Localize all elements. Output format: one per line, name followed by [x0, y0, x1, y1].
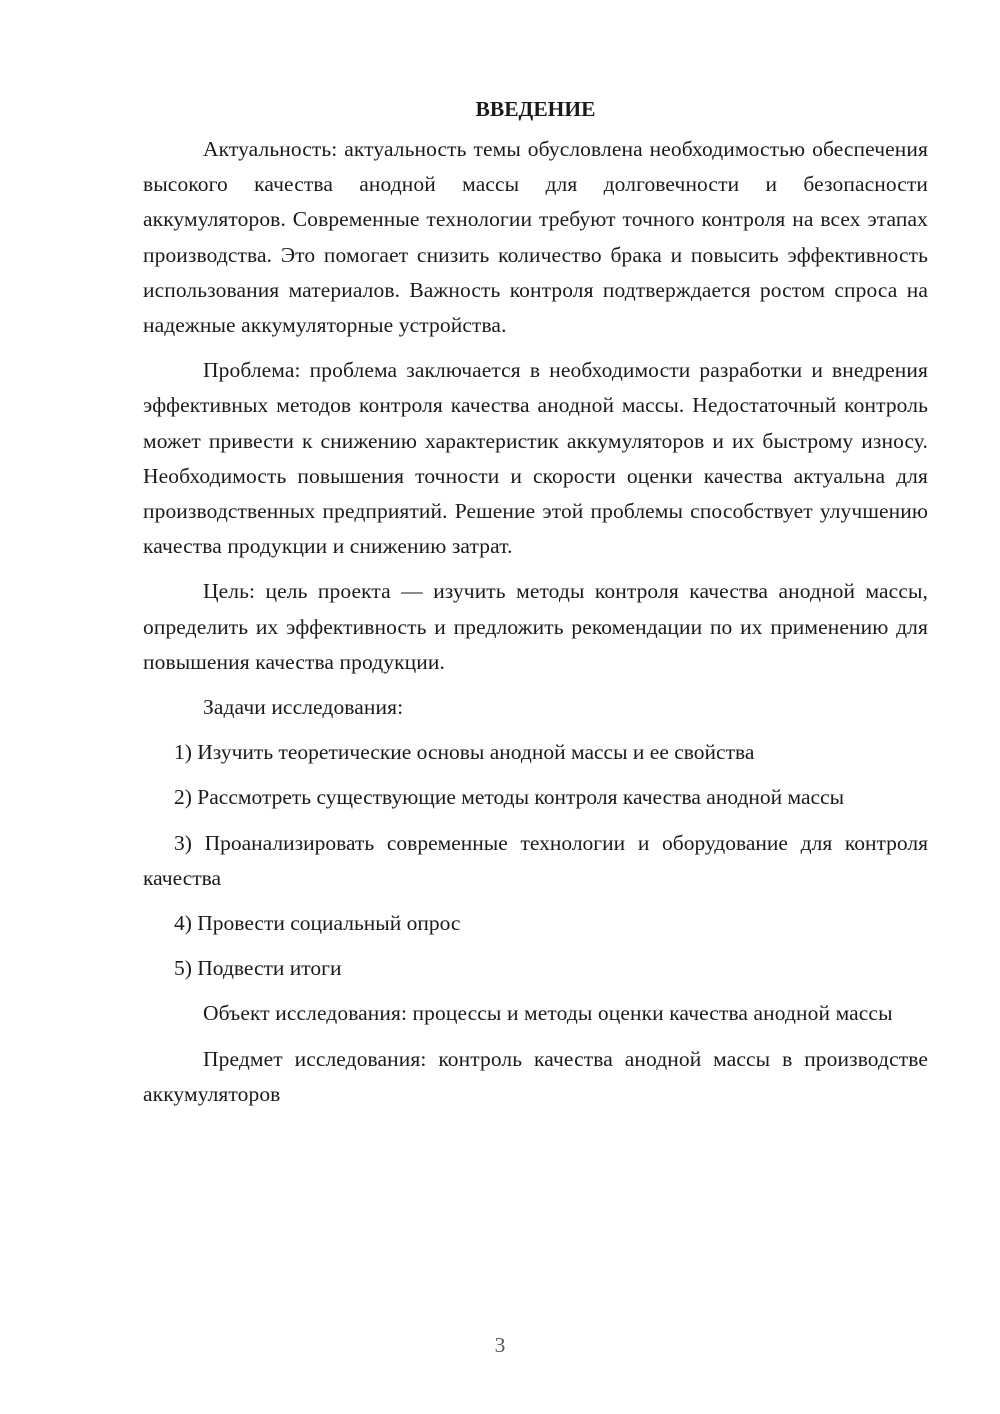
list-item: 4) Провести социальный опрос: [174, 911, 461, 936]
paragraph-relevance: Актуальность: актуальность темы обусловлена необходимостью обеспечения высокого качества анодной массы для долговечности и безопасности аккумуляторов. Современные технологии требуют точного контроля на всех этапах производства. Это помогает снизить количество брака и повысить эффективность использования материалов. Важность контроля подтверждается ростом спроса на надежные аккумуляторные устройства.: [143, 137, 928, 338]
paragraph-problem: Проблема: проблема заключается в необходимости разработки и внедрения эффективных методов контроля качества анодной массы. Недостаточный контроль может привести к снижению характеристик аккумуляторов и их быстрому износу. Необходимость повышения точности и скорости оценки качества актуальна для производственных предприятий. Решение этой проблемы способствует улучшению качества продукции и снижению затрат.: [143, 358, 928, 559]
paragraph-tasks-heading: Задачи исследования:: [203, 695, 404, 720]
list-item: 3) Проанализировать современные технологии и оборудование для контроля качества: [143, 830, 928, 890]
list-item: 1) Изучить теоретические основы анодной массы и ее свойства: [174, 740, 755, 765]
page-number: 3: [494, 1333, 506, 1357]
paragraph-goal: Цель: цель проекта — изучить методы контроля качества анодной массы, определить их эффективность и предложить рекомендации по их применению для повышения качества продукции.: [143, 579, 928, 674]
task-list: [143, 735, 928, 986]
list-item: 2) Рассмотреть существующие методы контроля качества анодной массы: [174, 785, 845, 810]
paragraph-subject: Предмет исследования: контроль качества анодной массы в производстве аккумуляторов: [143, 1046, 928, 1106]
page-title: ВВЕДЕНИЕ: [475, 97, 596, 121]
document-page: [143, 92, 928, 1112]
list-item: 5) Подвести итоги: [174, 956, 342, 981]
paragraph-object: Объект исследования: процессы и методы оценки качества анодной массы: [203, 1001, 893, 1026]
